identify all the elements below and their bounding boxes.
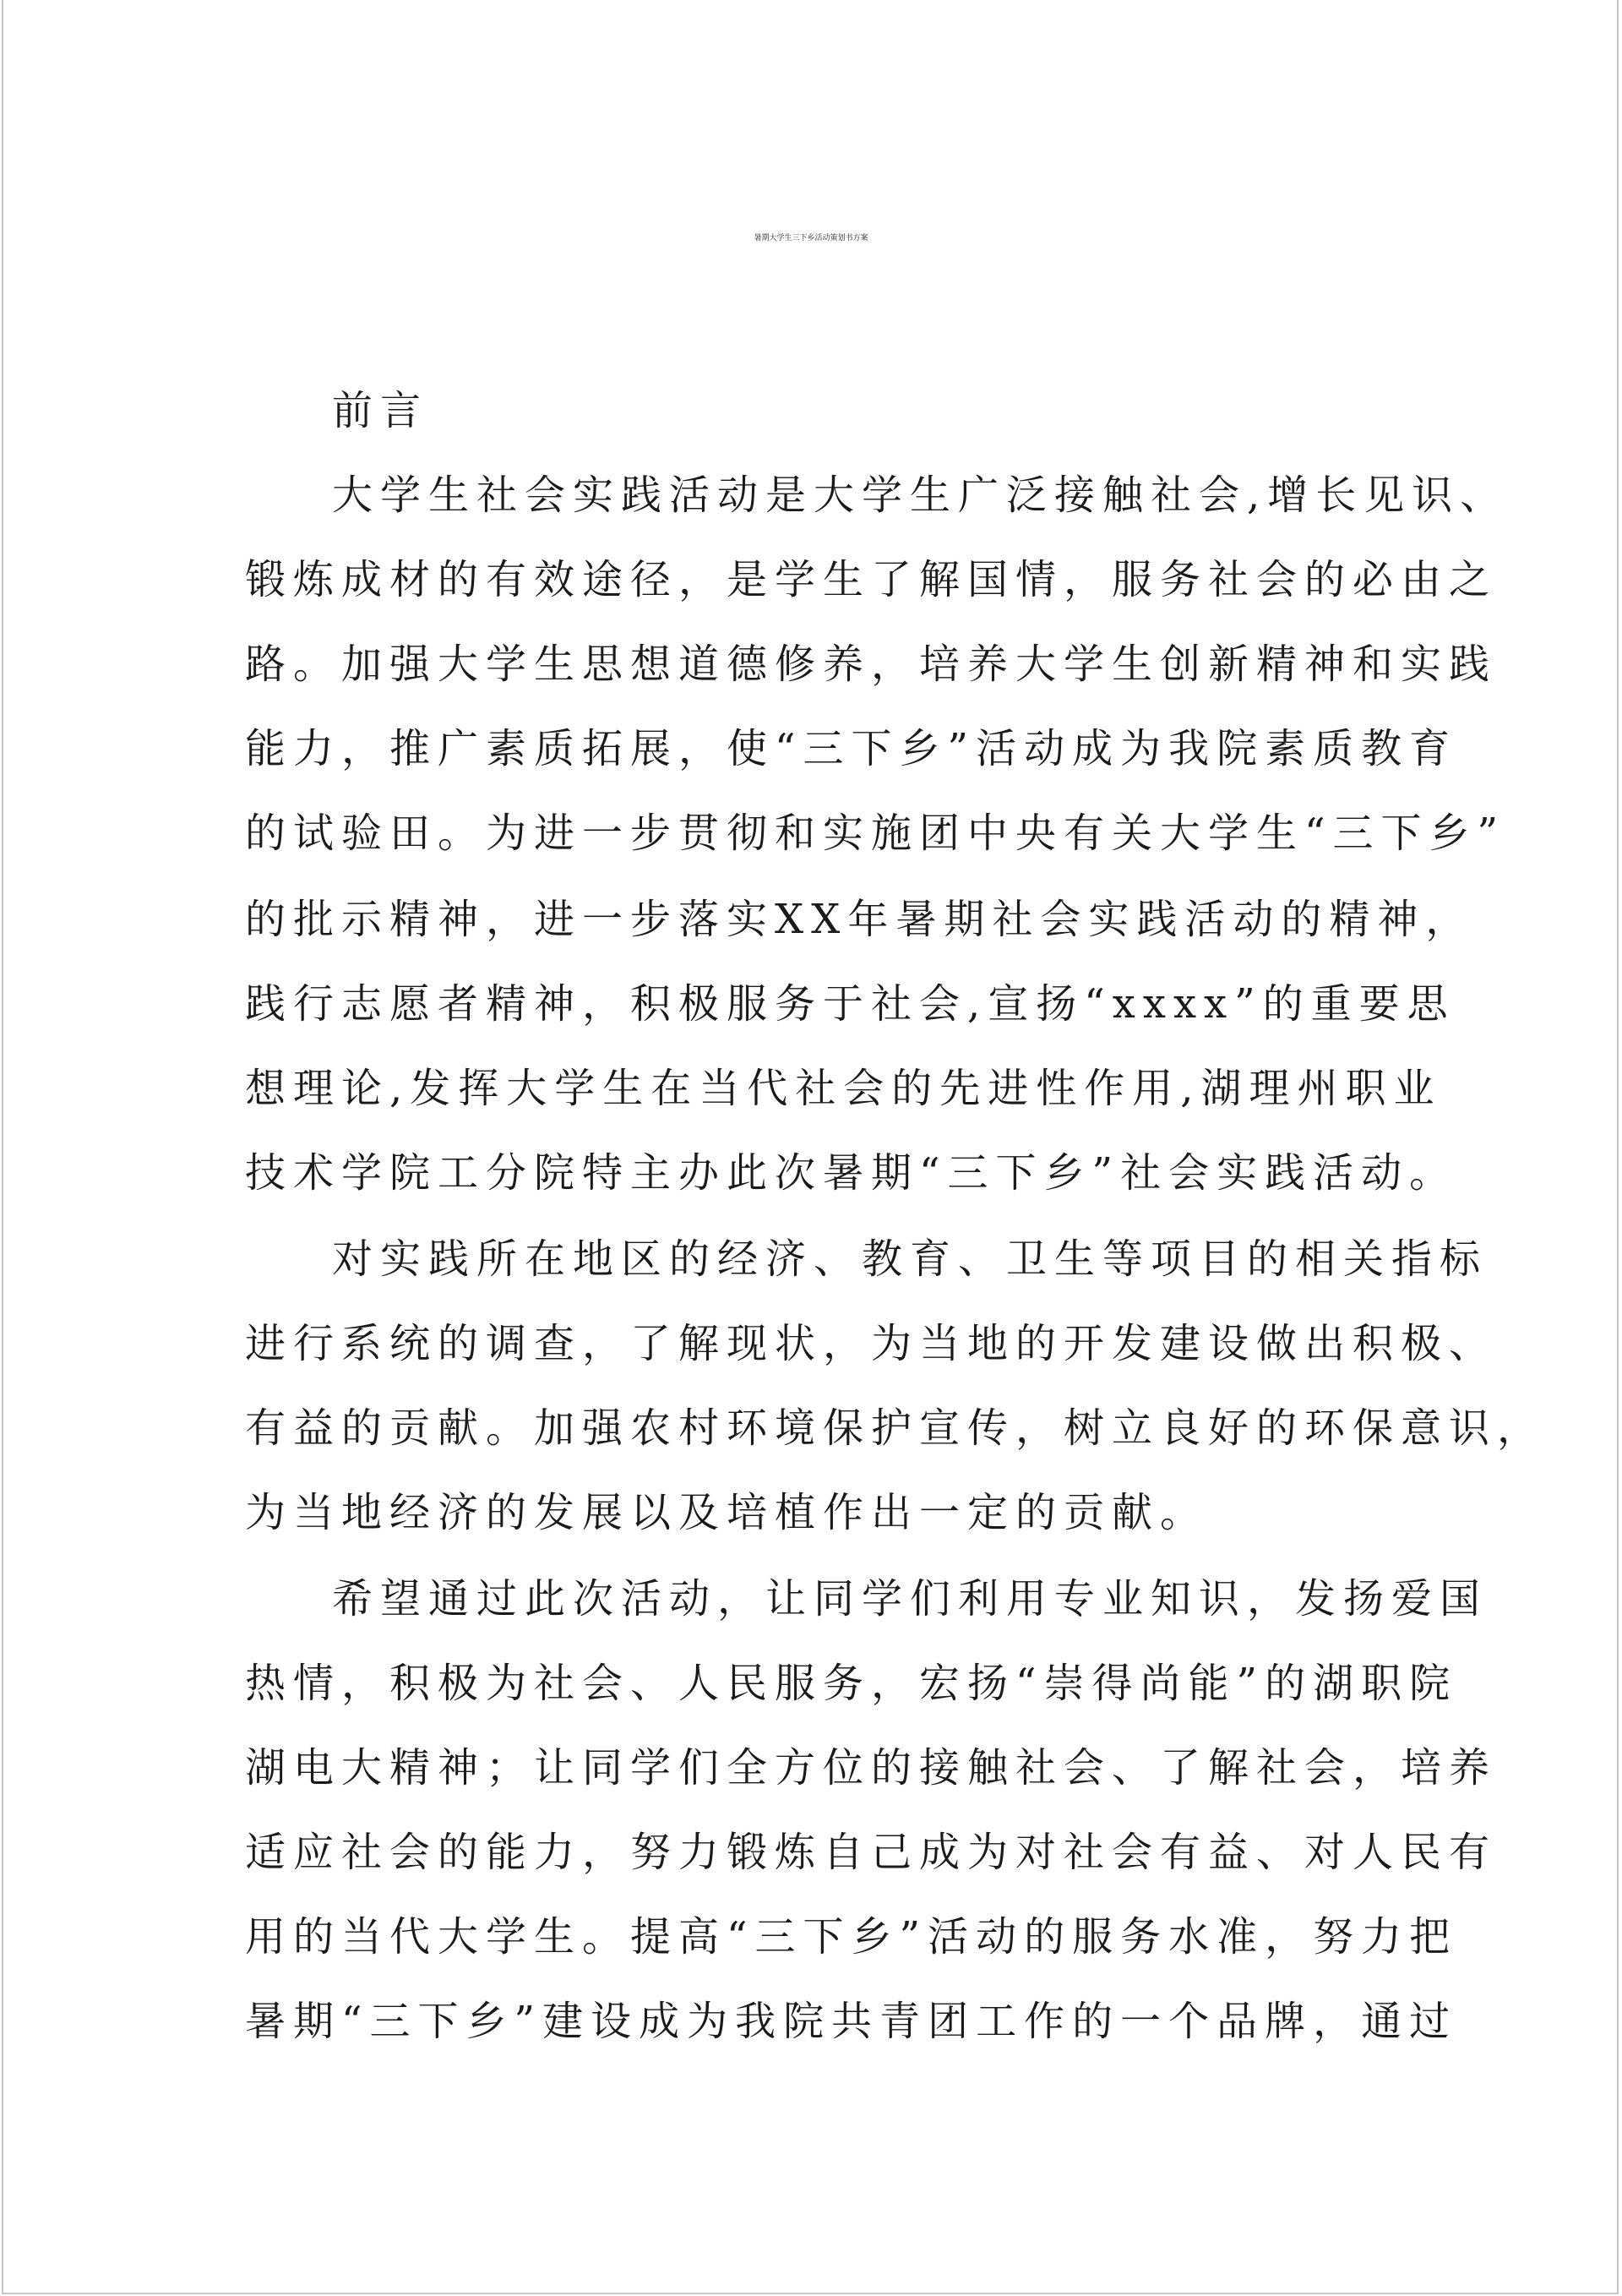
paragraph-line: 进行系统的调查，了解现状，为当地的开发建设做出积极、 <box>245 1320 1498 1367</box>
paragraph-line: 想理论,发挥大学生在当代社会的先进性作用,湖理州职业 <box>245 1065 1442 1112</box>
paragraph-line: 的试验田。为进一步贯彻和实施团中央有关大学生“三下乡” <box>245 810 1506 857</box>
paragraph-line: 用的当代大学生。提高“三下乡”活动的服务水准，努力把 <box>245 1913 1458 1961</box>
paragraph-line: 能力，推广素质拓展，使“三下乡”活动成为我院素质教育 <box>245 725 1458 772</box>
document-title: 暑期大学生三下乡活动策划书方案 <box>754 234 868 243</box>
paragraph-line: 对实践所在地区的经济、教育、卫生等项目的相关指标 <box>332 1235 1489 1283</box>
paragraph-line: 路。加强大学生思想道德修养，培养大学生创新精神和实践 <box>245 641 1498 688</box>
paragraph-line: 技术学院工分院特主办此次暑期“三下乡”社会实践活动。 <box>245 1149 1458 1197</box>
paragraph-line: 有益的贡献。加强农村环境保护宣传，树立良好的环保意识， <box>245 1404 1546 1452</box>
section-heading: 前言 <box>332 387 429 434</box>
paragraph-line: 希望通过此次活动，让同学们利用专业知识，发扬爱国 <box>332 1575 1489 1622</box>
paragraph-line: 适应社会的能力，努力锻炼自己成为对社会有益、对人民有 <box>245 1829 1498 1876</box>
paragraph-line: 为当地经济的发展以及培植作出一定的贡献。 <box>245 1489 1209 1536</box>
paragraph-line: 践行志愿者精神，积极服务于社会,宣扬“xxxx”的重要思 <box>245 980 1456 1028</box>
paragraph-line: 暑期“三下乡”建设成为我院共青团工作的一个品牌，通过 <box>245 1998 1458 2045</box>
paragraph-line: 的批示精神，进一步落实XX年暑期社会实践活动的精神， <box>245 896 1474 943</box>
paragraph-line: 热情，积极为社会、人民服务，宏扬“崇得尚能”的湖职院 <box>245 1660 1458 1707</box>
paragraph-line: 锻炼成材的有效途径，是学生了解国情，服务社会的必由之 <box>245 556 1498 603</box>
paragraph-line: 大学生社会实践活动是大学生广泛接触社会,增长见识、 <box>332 472 1509 519</box>
paragraph-line: 湖电大精神；让同学们全方位的接触社会、了解社会，培养 <box>245 1744 1498 1792</box>
